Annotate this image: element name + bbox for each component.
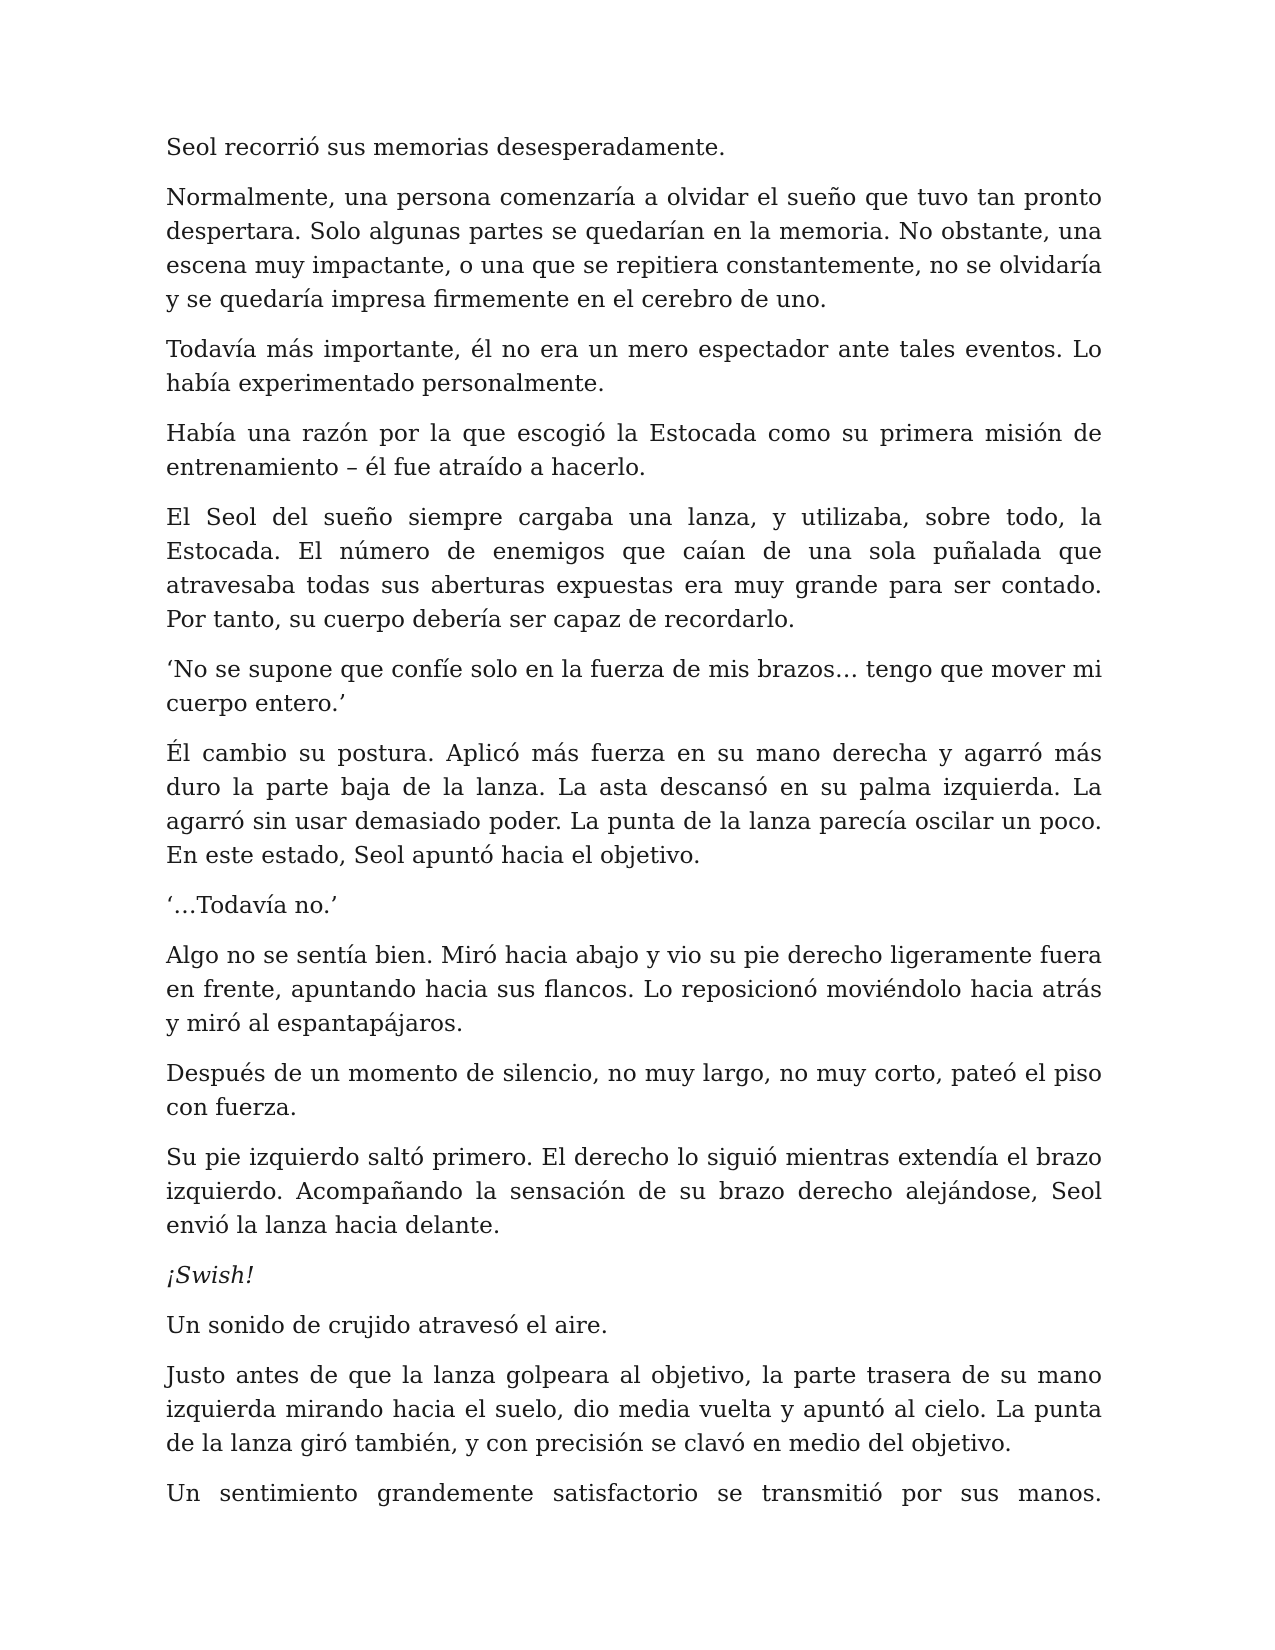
italic-exclamation: ¡Swish! xyxy=(166,1262,255,1289)
paragraph: ‘No se supone que confíe solo en la fuerza de mis brazos… tengo que mover mi cuerpo entero.’ xyxy=(166,656,1102,717)
paragraph: Él cambio su postura. Aplicó más fuerza en su mano derecha y agarró más duro la parte baja de la lanza. La asta descansó en su palma izquierda. La agarró sin usar demasiado poder. La punta de la lanza parecía oscilar un poco. En este estado, Seol apuntó hacia el objetivo. xyxy=(166,740,1102,869)
paragraph: Algo no se sentía bien. Miró hacia abajo y vio su pie derecho ligeramente fuera en frente, apuntando hacia sus flancos. Lo reposicionó moviéndolo hacia atrás y miró al espantapájaros. xyxy=(166,942,1102,1037)
paragraph-continued: Un sentimiento grandemente satisfactorio se transmitió por sus manos. xyxy=(166,1480,1102,1507)
paragraph: Justo antes de que la lanza golpeara al objetivo, la parte trasera de su mano izquierda mirando hacia el suelo, dio media vuelta y apuntó al cielo. La punta de la lanza giró también, y con precisión se clavó en medio del objetivo. xyxy=(166,1362,1102,1457)
document-page xyxy=(166,131,1102,1527)
paragraph: Había una razón por la que escogió la Estocada como su primera misión de entrenamiento – él fue atraído a hacerlo. xyxy=(166,420,1102,481)
paragraph: Todavía más importante, él no era un mero espectador ante tales eventos. Lo había experimentado personalmente. xyxy=(166,336,1102,397)
paragraph: Seol recorrió sus memorias desesperadamente. xyxy=(166,134,726,161)
paragraph: Después de un momento de silencio, no muy largo, no muy corto, pateó el piso con fuerza. xyxy=(166,1060,1102,1121)
paragraph: Normalmente, una persona comenzaría a olvidar el sueño que tuvo tan pronto despertara. Solo algunas partes se quedarían en la memoria. No obstante, una escena muy impactante, o una que se repitiera constantemente, no se olvidaría y se quedaría impresa firmemente en el cerebro de uno. xyxy=(166,184,1102,313)
paragraph: El Seol del sueño siempre cargaba una lanza, y utilizaba, sobre todo, la Estocada. El número de enemigos que caían de una sola puñalada que atravesaba todas sus aberturas expuestas era muy grande para ser contado. Por tanto, su cuerpo debería ser capaz de recordarlo. xyxy=(166,504,1102,633)
paragraph: Un sonido de crujido atravesó el aire. xyxy=(166,1312,608,1339)
paragraph: Su pie izquierdo saltó primero. El derecho lo siguió mientras extendía el brazo izquierdo. Acompañando la sensación de su brazo derecho alejándose, Seol envió la lanza hacia delante. xyxy=(166,1144,1102,1239)
paragraph: ‘…Todavía no.’ xyxy=(166,892,338,919)
